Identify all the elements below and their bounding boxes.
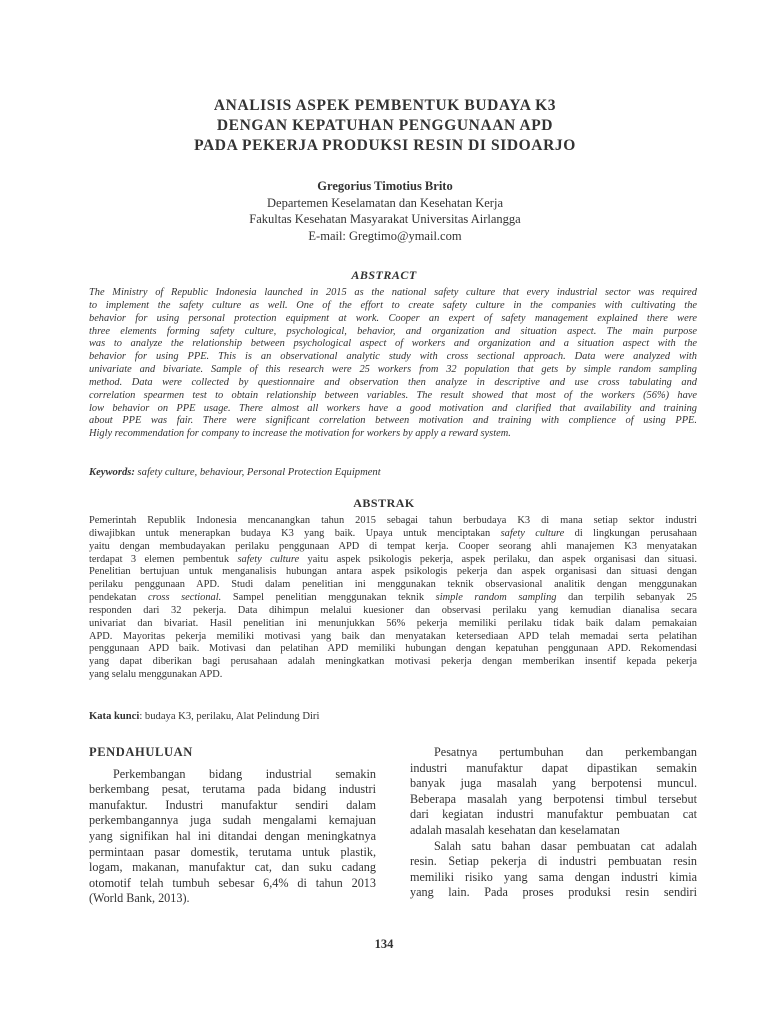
body-line: adalah masalah kesehatan dan keselamatan bbox=[410, 822, 620, 837]
keywords-label: Keywords: bbox=[89, 467, 135, 478]
abstrak-text: yaitu dengan membudayakan perilaku penggunaan APD di tempat kerja. Cooper seorang ahli manajemen K3 menyatakan bbox=[89, 540, 697, 552]
author-faculty: Fakultas Kesehatan Masyarakat Universitas Airlangga bbox=[249, 212, 521, 226]
abstract-heading: ABSTRACT bbox=[351, 268, 417, 282]
abstrak-line bbox=[89, 643, 697, 656]
abstrak-text: dan terpilih sebanyak 25 bbox=[556, 592, 697, 604]
abstrak-text: penggunaan APD baik. Motivasi dan pelatihan APD memiliki hubungan dengan kepatuhan penggunaan APD. Rekomendasi bbox=[89, 643, 697, 655]
body-paragraph bbox=[410, 745, 697, 901]
body-line: (World Bank, 2013). bbox=[89, 891, 190, 906]
abstrak-italic-term: safety culture bbox=[237, 553, 300, 565]
abstract-line: was to analyze the relationship between psychological aspect of workers and organization and a situation aspect with the bbox=[89, 338, 697, 350]
abstract-line: to implement the safety culture as well. One of the effort to create safety culture in the companies with cultivating the bbox=[89, 299, 697, 311]
author-block bbox=[100, 178, 670, 244]
body-line: memiliki risiko yang sama dengan industri kimia bbox=[410, 869, 697, 884]
abstrak-text: yang dapat diberikan bagi perusahaan adalah meningkatkan motivasi pekerja dengan memberikan insentif kepada pekerja bbox=[89, 656, 697, 668]
title-line: ANALISIS ASPEK PEMBENTUK BUDAYA K3 bbox=[213, 97, 557, 114]
abstrak-text: APD. Mayoritas pekerja memiliki motivasi yang baik dan menyatakan ketersediaan APD telah memadai serta pelatihan bbox=[89, 630, 697, 642]
abstrak-text: perilaku penggunaan APD. Studi dalam penelitian ini menggunakan teknik observasional analitik dengan menggunakan bbox=[89, 579, 697, 591]
abstrak-text: Penelitian bertujuan untuk menganalisis hubungan antara aspek psikologis pekerja dan aspek organisasi dan situasi dengan bbox=[89, 566, 697, 578]
abstrak-line bbox=[89, 669, 697, 682]
abstrak-text: univariat dan bivariat. Hasil penelitian ini menunjukkan 56% pekerja memiliki perilaku tidak baik dalam pemakaian bbox=[89, 617, 697, 629]
abstrak-text: yang selalu menggunakan APD. bbox=[89, 669, 223, 681]
title-line: DENGAN KEPATUHAN PENGGUNAAN APD bbox=[216, 117, 554, 134]
author-email: E-mail: Gregtimo@ymail.com bbox=[308, 228, 462, 243]
body-line: banyak juga masalah yang berpotensi muncul. bbox=[410, 776, 697, 791]
body-line: Perkembangan bidang industrial semakin bbox=[113, 766, 376, 781]
keywords-value: safety culture, behaviour, Personal Protection Equipment bbox=[134, 467, 381, 478]
abstrak-text: pendekatan bbox=[89, 592, 148, 604]
body-line: otomotif telah tumbuh sebesar 6,4% di tahun 2013 bbox=[89, 875, 376, 890]
abstrak-text: diwajibkan untuk menerapkan budaya K3 yang baik. Upaya untuk menciptakan bbox=[89, 527, 501, 539]
abstract-line: behavior for using personal protection equipment at work. Cooper an expert of safety management explained there were bbox=[89, 312, 697, 324]
body-line: logam, makanan, manufaktur cat, dan suku cadang bbox=[89, 860, 376, 875]
abstract-english bbox=[89, 287, 697, 441]
abstract-line: low behavior on PPE usage. There almost all workers have a good motivation and clarified that availability and training bbox=[89, 402, 697, 414]
body-line: permintaan pasar domestik, terutama untuk plastik, bbox=[89, 844, 376, 859]
abstract-indonesian bbox=[89, 515, 697, 682]
body-line: manufaktur. Industri manufaktur sendiri dalam bbox=[89, 797, 376, 812]
kata-kunci-value: : budaya K3, perilaku, Alat Pelindung Diri bbox=[139, 711, 320, 722]
body-paragraph bbox=[89, 767, 376, 907]
kata-kunci-label: Kata kunci bbox=[89, 711, 140, 722]
body-line: dari kegiatan industri manufaktur pembuatan cat bbox=[410, 807, 697, 822]
body-line: resin. Setiap pekerja di industri pembuatan resin bbox=[410, 854, 697, 869]
abstract-line: method. Data were collected by questionnaire and observation then analyze in descriptive and use cross tabulating and bbox=[89, 376, 697, 388]
abstract-line: The Ministry of Republic Indonesia launched in 2015 as the national safety culture that every industrial sector was required bbox=[89, 287, 697, 298]
paper-title bbox=[60, 96, 710, 156]
abstract-line: correlation spearmen test to obtain relationship between variables. The result showed that most of the workers (56%) have bbox=[89, 389, 697, 401]
body-column-left bbox=[89, 745, 376, 907]
title-line: PADA PEKERJA PRODUKSI RESIN DI SIDOARJO bbox=[194, 137, 576, 154]
abstrak-text: Pemerintah Republik Indonesia mencanangkan tahun 2015 sebagai tahun berbudaya K3 di mana setiap sektor industri bbox=[89, 515, 697, 526]
abstrak-text: yaitu aspek psikologis pekerja, aspek perilaku, dan aspek organisasi dan situasi. bbox=[299, 553, 697, 565]
abstrak-line bbox=[89, 528, 697, 541]
abstrak-line bbox=[89, 618, 697, 631]
author-name: Gregorius Timotius Brito bbox=[317, 179, 453, 193]
abstrak-line bbox=[89, 554, 697, 567]
abstract-line: about PPE was fair. There were significant correlation between motivation and training with complience of using PPE. bbox=[89, 415, 697, 427]
keywords-english bbox=[89, 466, 697, 479]
page-number: 134 bbox=[374, 937, 394, 951]
abstrak-text: terdapat 3 elemen pembentuk bbox=[89, 553, 238, 565]
body-line: yang signifikan hal ini ditandai dengan meningkatnya bbox=[89, 828, 376, 843]
abstrak-line bbox=[89, 566, 697, 579]
abstrak-line bbox=[89, 515, 697, 528]
body-line: Pesatnya pertumbuhan dan perkembangan bbox=[434, 745, 697, 759]
body-line: Salah satu bahan dasar pembuatan cat adalah bbox=[434, 838, 697, 853]
section-heading: PENDAHULUAN bbox=[89, 745, 193, 759]
abstrak-line bbox=[89, 592, 697, 605]
keywords-indonesian bbox=[89, 710, 697, 723]
abstrak-line bbox=[89, 579, 697, 592]
abstract-line: Higly recommendation for company to increase the motivation for workers by apply a reward system. bbox=[89, 428, 511, 440]
abstrak-text: responden dari 32 pekerja. Data dihimpun melalui kuesioner dan observasi perilaku yang kemudian dianalisa secara bbox=[89, 604, 697, 616]
abstrak-italic-term: safety culture bbox=[500, 527, 565, 539]
abstrak-line bbox=[89, 631, 697, 644]
body-line: yang lain. Pada proses produksi resin sendiri bbox=[410, 885, 697, 900]
abstract-line: three elements forming safety culture, psychological, behavior, and organization and situation aspect. The main purpose bbox=[89, 325, 697, 337]
body-line: Beberapa masalah yang berpotensi timbul tersebut bbox=[410, 791, 697, 806]
abstrak-italic-term: cross sectional. bbox=[147, 592, 222, 604]
abstract-line: behavior for using PPE. This is an observational analytic study with cross sectional approach. Data were analyzed with bbox=[89, 351, 697, 363]
body-line: industri manufaktur dapat dipastikan semakin bbox=[410, 760, 697, 775]
author-department: Departemen Keselamatan dan Kesehatan Kerja bbox=[267, 195, 503, 210]
abstrak-line bbox=[89, 605, 697, 618]
body-line: perkembangannya juga sudah mengalami kemajuan bbox=[89, 813, 376, 828]
abstrak-heading: ABSTRAK bbox=[353, 496, 415, 510]
body-line: berkembang pesat, terutama pada bidang industri bbox=[89, 782, 376, 797]
abstrak-italic-term: simple random sampling bbox=[435, 592, 557, 604]
body-column-right bbox=[410, 745, 697, 901]
abstrak-text: di lingkungan perusahaan bbox=[564, 527, 697, 539]
abstrak-text: Sampel penelitian menggunakan teknik bbox=[221, 592, 436, 604]
abstrak-line bbox=[89, 541, 697, 554]
abstrak-line bbox=[89, 656, 697, 669]
abstract-line: univariate and bivariate. Sample of this research were 25 workers from 32 population that gets by simple random sampling bbox=[89, 364, 697, 376]
